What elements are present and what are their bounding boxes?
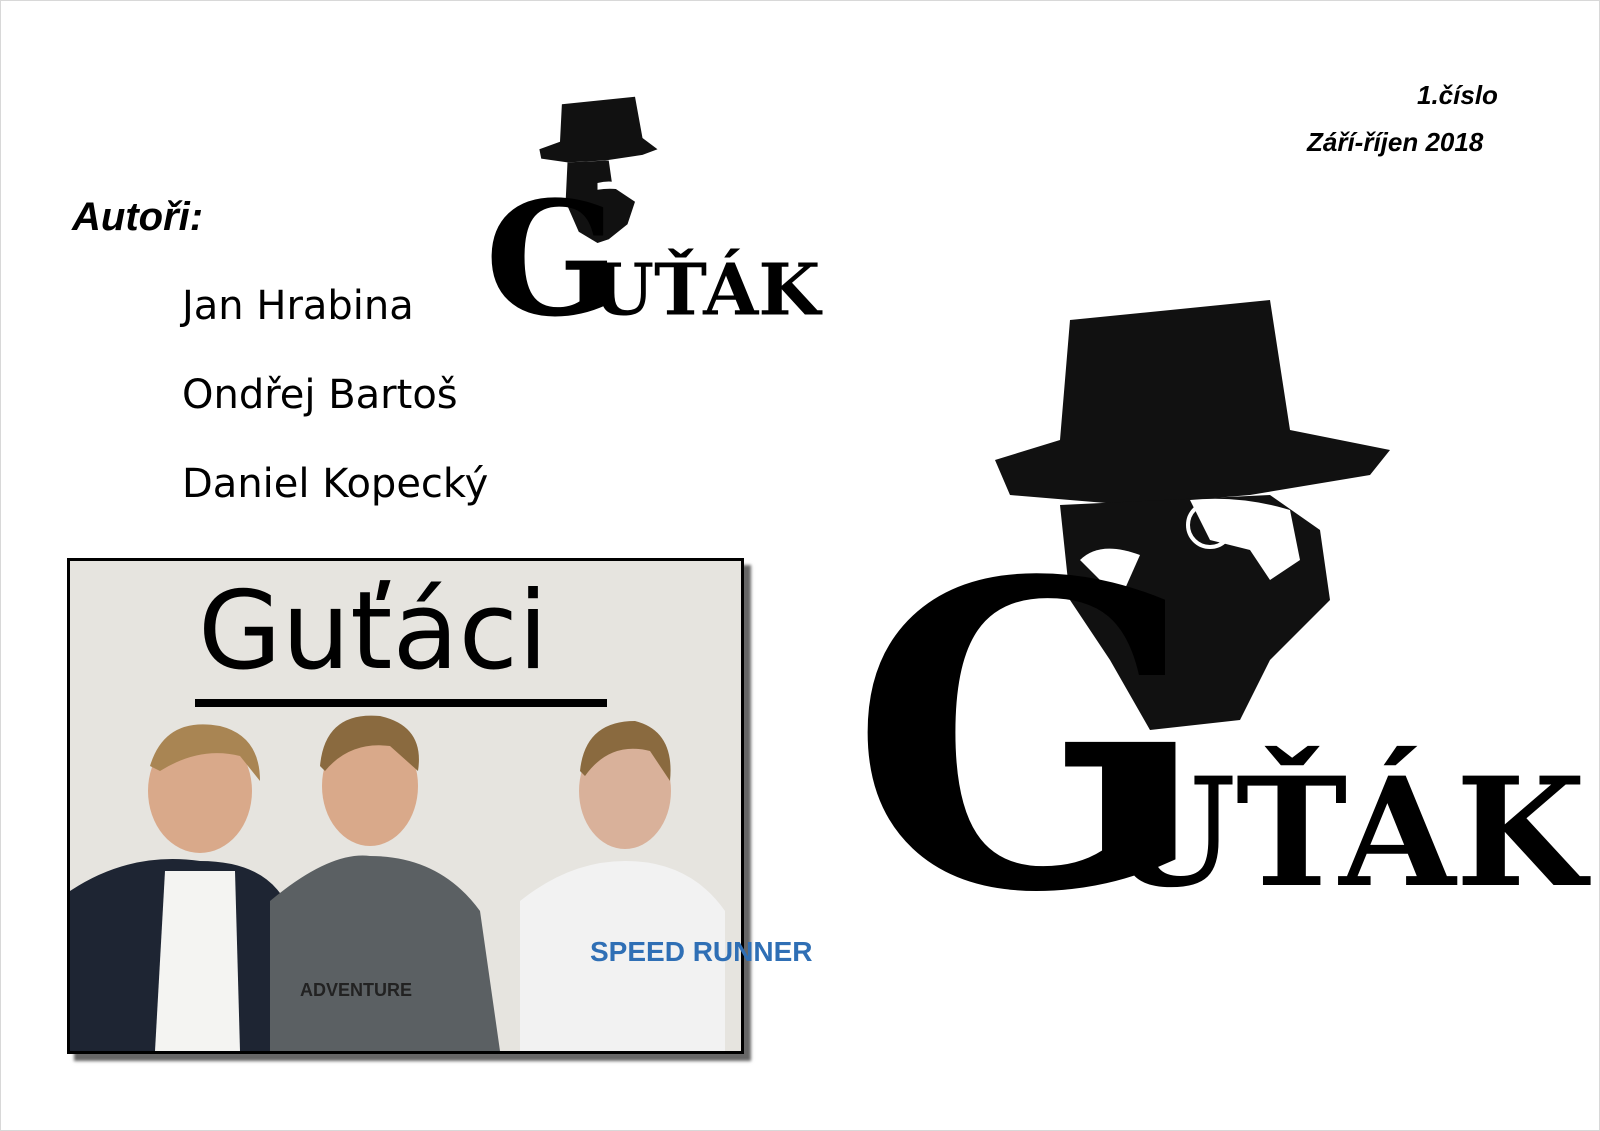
photo-title: Guťáci: [198, 569, 549, 694]
authors-heading: Autoři:: [72, 195, 204, 239]
svg-text:SPEED RUNNER: SPEED RUNNER: [590, 936, 813, 967]
group-photo: [67, 558, 813, 1054]
author-name: Ondřej Bartoš: [182, 372, 458, 418]
issue-date: Září-říjen 2018: [1307, 127, 1484, 157]
author-name: Jan Hrabina: [182, 283, 414, 329]
svg-text:ADVENTURE: ADVENTURE: [300, 980, 413, 1000]
svg-text:G: G: [485, 167, 620, 353]
title-underline: [195, 699, 607, 707]
issue-number: 1.číslo: [1417, 80, 1498, 110]
gutak-logo-large: [850, 300, 1586, 985]
svg-text:G: G: [850, 492, 1209, 985]
svg-text:UŤÁK: UŤÁK: [1105, 745, 1586, 921]
three-boys-photo: [70, 711, 813, 1051]
svg-text:UŤÁK: UŤÁK: [591, 247, 821, 332]
gutak-logo-small: [485, 88, 821, 353]
author-name: Daniel Kopecký: [182, 461, 489, 507]
